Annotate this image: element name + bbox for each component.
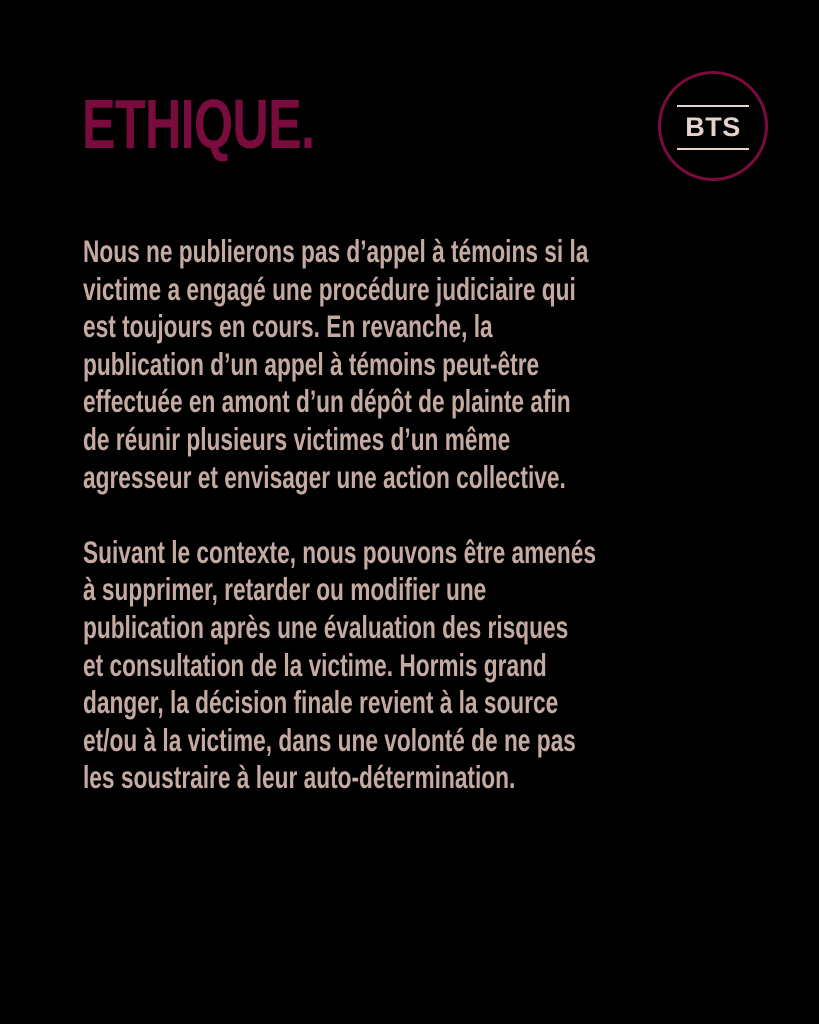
text-line: publication après une évaluation des risques xyxy=(83,608,569,645)
paragraph-2 xyxy=(83,534,717,797)
text-line: et/ou à la victime, dans une volonté de ne pas xyxy=(83,721,576,758)
text-line: effectuée en amont d’un dépôt de plainte afin xyxy=(83,383,571,420)
text-line: publication d’un appel à témoins peut-être xyxy=(83,345,540,382)
logo-bottom-rule xyxy=(677,148,749,150)
text-line: à supprimer, retarder ou modifier une xyxy=(83,571,487,608)
paragraph-1 xyxy=(83,233,717,496)
logo-text: BTS xyxy=(685,112,741,142)
text-line: de réunir plusieurs victimes d’un même xyxy=(83,420,511,457)
text-line: Suivant le contexte, nous pouvons être amenés xyxy=(83,533,596,570)
bts-logo xyxy=(658,71,768,181)
page-title: ETHIQUE. xyxy=(82,85,315,163)
text-line: est toujours en cours. En revanche, la xyxy=(83,308,493,345)
text-line: et consultation de la victime. Hormis grand xyxy=(83,646,547,683)
text-line: victime a engagé une procédure judiciaire qui xyxy=(83,270,576,307)
text-line: agresseur et envisager une action collective. xyxy=(83,458,566,495)
text-line: Nous ne publierons pas d’appel à témoins si la xyxy=(83,233,589,269)
logo-top-rule xyxy=(677,105,749,107)
text-line: les soustraire à leur auto-détermination. xyxy=(83,759,516,796)
text-line: danger, la décision finale revient à la source xyxy=(83,684,559,721)
body-text xyxy=(83,233,717,797)
